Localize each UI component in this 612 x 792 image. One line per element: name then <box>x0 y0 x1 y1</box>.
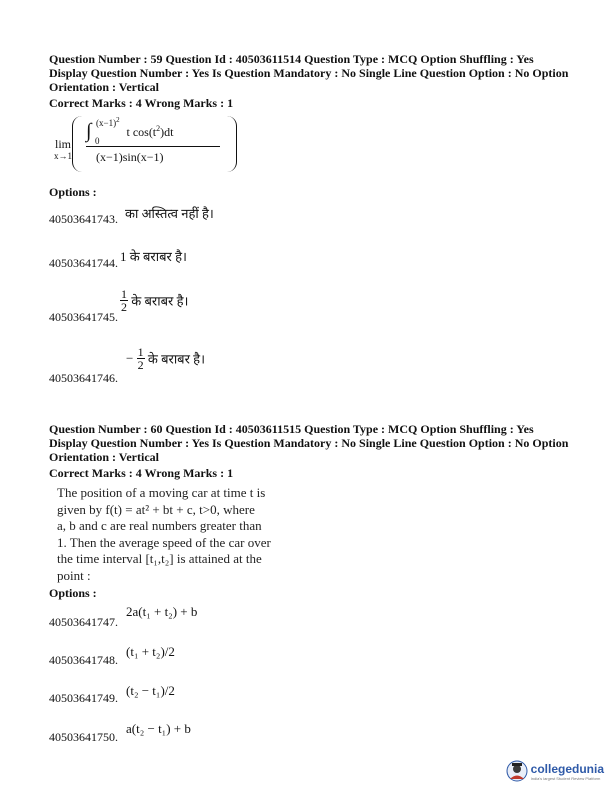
logo-tagline: India's largest Student Review Platform <box>530 775 601 781</box>
lim-word: lim <box>54 137 71 151</box>
q59-meta <box>49 52 589 94</box>
q59-option-1[interactable]: का अस्तित्व नहीं है। <box>125 206 214 221</box>
q60-line-6: point : <box>57 567 91 583</box>
q60-option-4[interactable]: a(t₂ − t₁) + b <box>126 721 191 736</box>
q59-option-4[interactable] <box>126 346 205 371</box>
upper-limit: $(x-1)^2$ <box>96 116 120 128</box>
lower-limit: 0 <box>95 136 100 146</box>
q60-meta <box>49 422 589 464</box>
q60-line-2: given by f(t) = at² + bt + c, t>0, where <box>57 501 255 517</box>
option-3-text: के बराबर है। <box>131 293 189 309</box>
logo-name: collegedunia <box>530 761 604 776</box>
half-fraction: $\frac{1}{2}$ <box>137 345 144 372</box>
q60-question-text <box>57 485 297 584</box>
integrand: t $\cos(t^2)dt$ <box>126 123 174 139</box>
q59-option-3[interactable] <box>120 288 188 313</box>
q59-meta-line3: Orientation : Vertical <box>49 80 159 94</box>
q60-meta-line2: Display Question Number : Yes Is Question Mandatory : No Single Line Question Option : No Option <box>49 436 569 450</box>
q59-question-formula <box>52 114 192 176</box>
q59-meta-line1: Question Number : 59 Question Id : 40503611514 Question Type : MCQ Option Shuffling : Yes <box>49 52 534 66</box>
q60-option-3-id: 40503641749. <box>49 691 118 705</box>
mascot-icon <box>506 760 528 782</box>
q59-marks: Correct Marks : 4 Wrong Marks : 1 <box>49 96 234 110</box>
q59-meta-line2: Display Question Number : Yes Is Question Mandatory : No Single Line Question Option : No Option <box>49 66 569 80</box>
q59-option-2[interactable]: 1 के बराबर है। <box>120 249 187 264</box>
q60-line-1: The position of a moving car at time t is <box>57 485 266 500</box>
minus-sign: − <box>126 350 134 366</box>
q60-option-1[interactable]: 2a(t₁ + t₂) + b <box>126 604 198 619</box>
collegedunia-logo <box>506 760 604 782</box>
q59-option-1-id: 40503641743. <box>49 212 118 226</box>
q59-option-4-id: 40503641746. <box>49 371 118 385</box>
right-paren <box>226 116 237 172</box>
denominator: (x−1)sin(x−1) <box>96 150 164 164</box>
q60-meta-line1: Question Number : 60 Question Id : 40503611515 Question Type : MCQ Option Shuffling : Yes <box>49 422 534 436</box>
q60-option-1-id: 40503641747. <box>49 615 118 629</box>
limit-operator <box>52 138 74 162</box>
q59-options-label: Options : <box>49 185 97 199</box>
q60-option-2-id: 40503641748. <box>49 653 118 667</box>
q60-meta-line3: Orientation : Vertical <box>49 450 159 464</box>
fraction-bar <box>86 146 220 147</box>
left-paren <box>72 116 83 172</box>
numerator <box>86 116 174 146</box>
q60-line-5: the time interval [t₁,t₂] is attained at the <box>57 551 262 566</box>
q60-option-4-id: 40503641750. <box>49 730 118 744</box>
q59-option-3-id: 40503641745. <box>49 310 118 324</box>
integral-sign: ∫ <box>86 120 92 142</box>
q60-option-3[interactable]: (t₂ − t₁)/2 <box>126 683 175 698</box>
option-4-text: के बराबर है। <box>147 351 206 367</box>
q59-option-2-id: 40503641744. <box>49 256 118 270</box>
half-fraction: $\frac{1}{2}$ <box>121 287 127 314</box>
q60-line-3: a, b and c are real numbers greater than <box>57 518 262 533</box>
lim-subscript: x→1 <box>54 151 72 161</box>
q60-marks: Correct Marks : 4 Wrong Marks : 1 <box>49 466 234 480</box>
q60-line-4: 1. Then the average speed of the car over <box>57 534 271 550</box>
q60-options-label: Options : <box>49 586 97 600</box>
q60-option-2[interactable]: (t₁ + t₂)/2 <box>126 644 175 659</box>
